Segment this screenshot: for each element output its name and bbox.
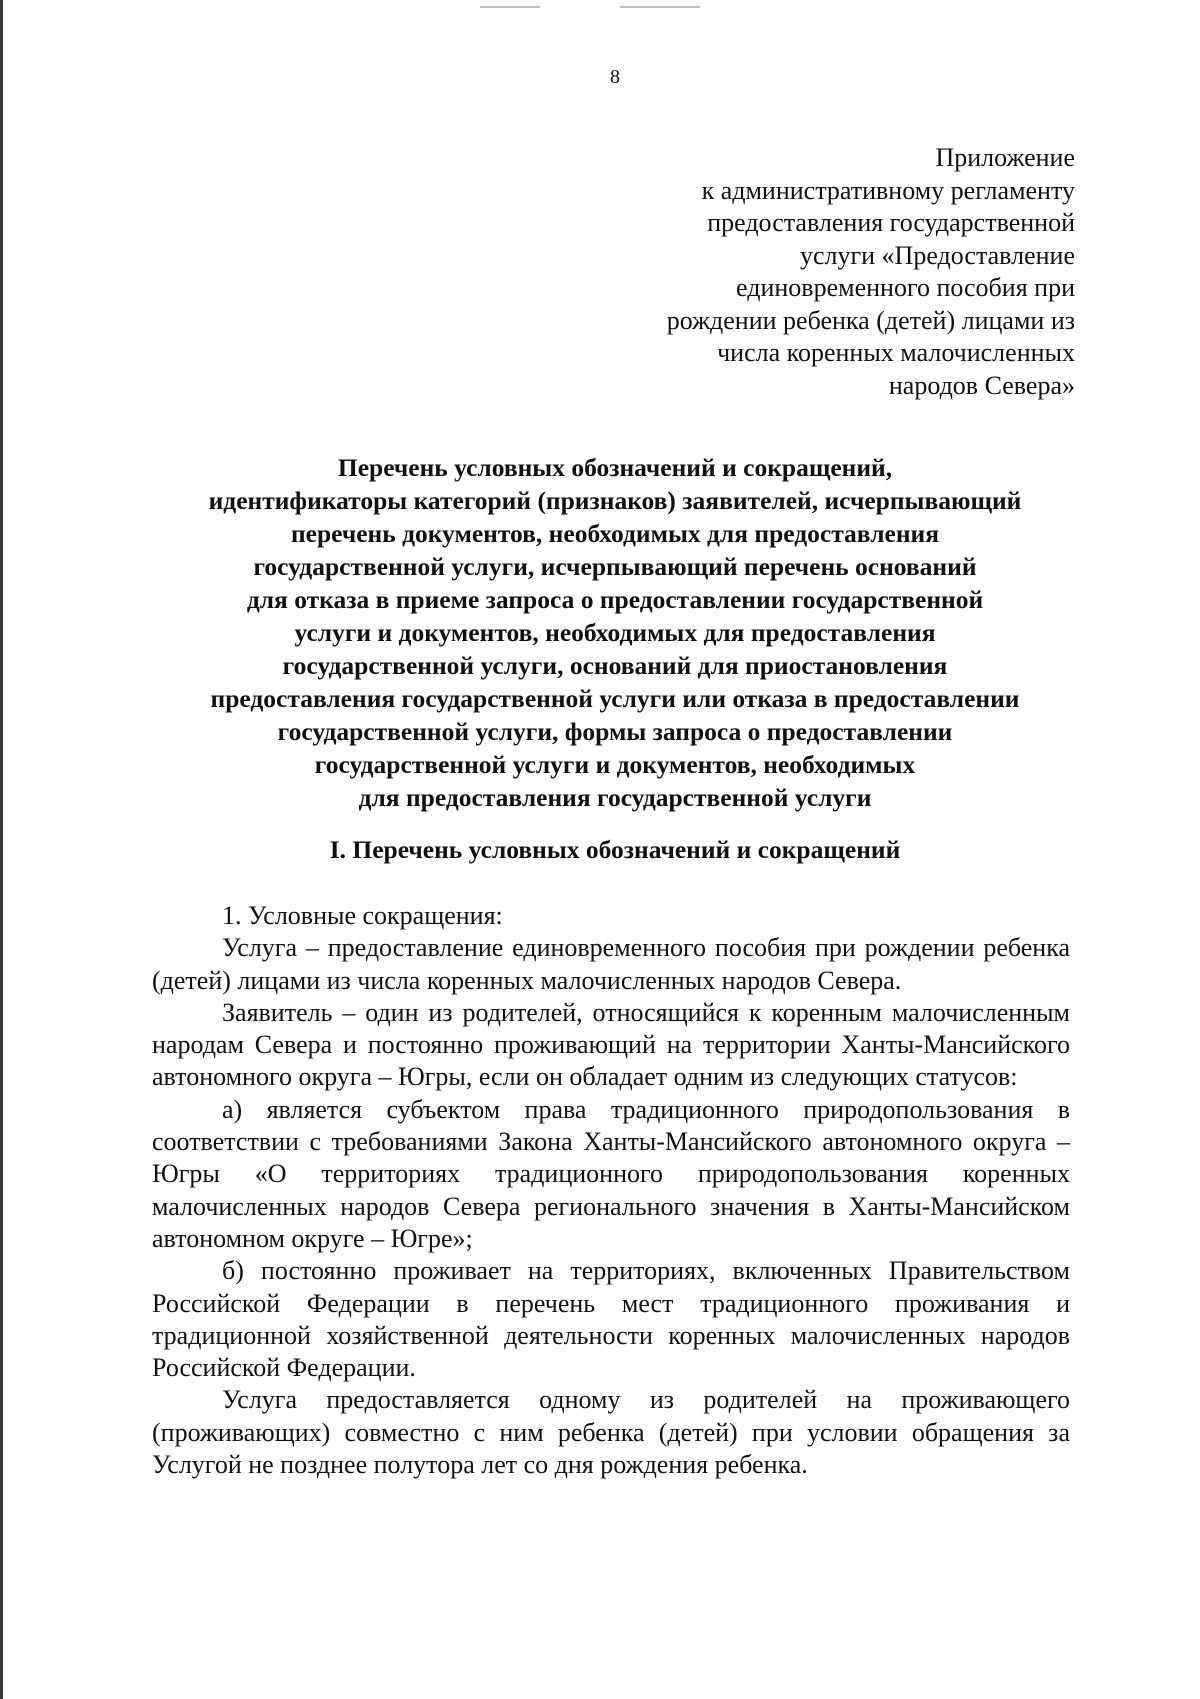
title-line: государственной услуги, оснований для приостановления xyxy=(282,651,948,680)
status-a-paragraph: а) является субъектом права традиционного природопользования в соответствии с требованиями Закона Ханты-Мансийского автономного округа – Югры «О территориях традиционного природопользования коренных малочисленных народов Севера регионального значения в Ханты-Мансийском автономном округе – Югре»; xyxy=(152,1094,1070,1253)
section-heading: I. Перечень условных обозначений и сокращений xyxy=(329,835,901,864)
title-line: государственной услуги и документов, необходимых xyxy=(314,750,916,779)
appendix-line: рождении ребенка (детей) лицами из xyxy=(666,305,1075,335)
scan-artifact xyxy=(620,6,700,8)
title-line: услуги и документов, необходимых для предоставления xyxy=(294,618,936,647)
item-1-heading: 1. Условные сокращения: xyxy=(222,901,503,930)
title-line: государственной услуги, формы запроса о предоставлении xyxy=(277,717,953,746)
title-line: Перечень условных обозначений и сокращений, xyxy=(337,453,893,482)
appendix-line: единовременного пособия при xyxy=(736,273,1075,302)
title-line: государственной услуги, исчерпывающий перечень оснований xyxy=(253,552,977,581)
title-line: предоставления государственной услуги или отказа в предоставлении xyxy=(210,684,1020,713)
appendix-line: предоставления государственной xyxy=(707,208,1075,237)
usluga-definition: Услуга – предоставление единовременного пособия при рождении ребенка (детей) лицами из числа коренных малочисленных народов Севера. xyxy=(152,933,1070,995)
title-line: идентификаторы категорий (признаков) заявителей, исчерпывающий xyxy=(208,486,1022,515)
appendix-line: услуги «Предоставление xyxy=(799,240,1075,270)
page-number: 8 xyxy=(610,66,620,88)
appendix-line: числа коренных малочисленных xyxy=(717,338,1075,367)
provision-condition-paragraph: Услуга предоставляется одному из родителей на проживающего (проживающих) совместно с ним ребенка (детей) при условии обращения за Услугой не позднее полутора лет со дня рождения ребенка. xyxy=(152,1385,1070,1480)
document-title xyxy=(140,451,1090,814)
appendix-line: народов Севера» xyxy=(888,370,1075,400)
status-b-paragraph: б) постоянно проживает на территориях, включенных Правительством Российской Федерации в перечень мест традиционного проживания и традиционной хозяйственной деятельности коренных малочисленных народов Российской Федерации. xyxy=(152,1256,1070,1383)
appendix-line: к административному регламенту xyxy=(701,175,1075,205)
title-line: для предоставления государственной услуги xyxy=(358,783,872,812)
title-line: для отказа в приеме запроса о предоставлении государственной xyxy=(246,585,984,614)
document-body xyxy=(152,900,1070,1481)
scan-left-edge xyxy=(0,0,3,1699)
applicant-definition: Заявитель – один из родителей, относящийся к коренным малочисленным народам Севера и постоянно проживающий на территории Ханты-Мансийского автономного округа – Югры, если он обладает одним из следующих статусов: xyxy=(152,997,1070,1092)
title-line: перечень документов, необходимых для предоставления xyxy=(290,519,940,548)
appendix-line: Приложение xyxy=(935,143,1075,172)
scan-artifact xyxy=(480,6,540,8)
appendix-header xyxy=(555,142,1075,402)
